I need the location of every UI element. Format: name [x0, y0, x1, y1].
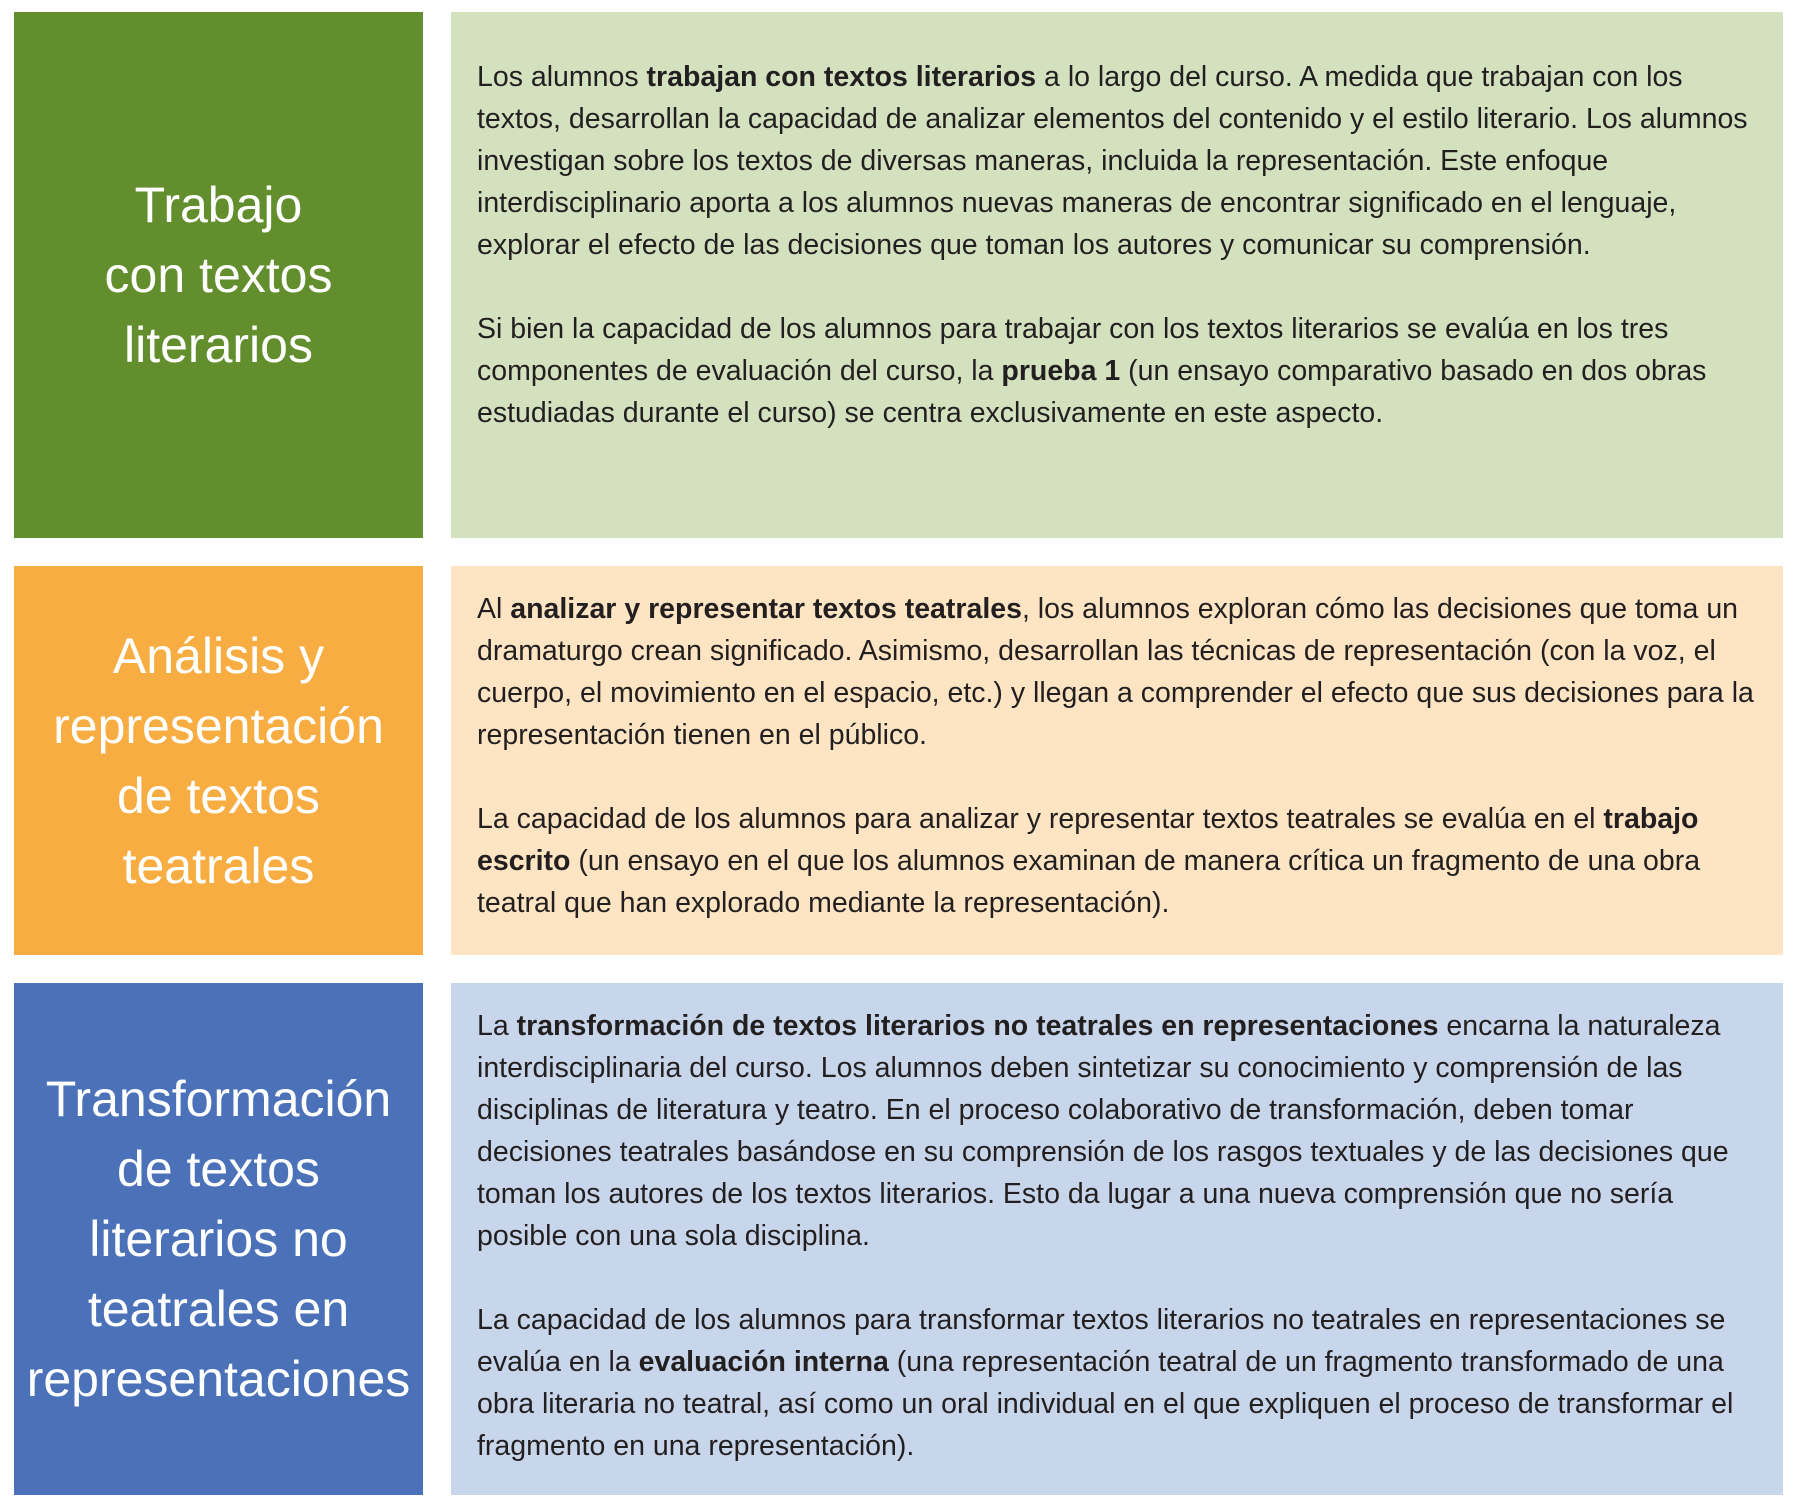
text-segment: (un ensayo comparativo basado en dos obras estudiadas durante el curso) se centra exclusivamente en este aspecto.	[477, 355, 1707, 429]
text-segment: , los alumnos exploran cómo las decisiones que toma un dramaturgo crean significado. Asimismo, desarrollan las técnicas de representación (con la voz, el cuerpo, el movimiento en el espacio, etc.) y llegan a comprender el efecto que sus decisiones para la representación tienen en el público.	[477, 593, 1754, 751]
row-description-box	[451, 566, 1783, 955]
row-label: Análisis y representación de textos teatrales	[53, 627, 384, 894]
text-segment: a lo largo del curso. A medida que trabajan con los textos, desarrollan la capacidad de analizar elementos del contenido y el estilo literario. Los alumnos investigan sobre los textos de diversas maneras, incluida la representación. Este enfoque interdisciplinario aporta a los alumnos nuevas maneras de encontrar significado en el lenguaje, explorar el efecto de las decisiones que toman los autores y comunicar su comprensión.	[477, 61, 1748, 261]
text-segment: La capacidad de los alumnos para transformar textos literarios no teatrales en representaciones se evalúa en la	[477, 1304, 1726, 1378]
bold-text-segment: transformación de textos literarios no teatrales en representaciones	[516, 1010, 1439, 1042]
text-segment: (un ensayo en el que los alumnos examinan de manera crítica un fragmento de una obra teatral que han explorado mediante la representación).	[477, 845, 1701, 919]
row-label: Trabajo con textos literarios	[104, 177, 333, 373]
bold-text-segment: trabajo escrito	[477, 803, 1699, 877]
bold-text-segment: evaluación interna	[638, 1346, 889, 1378]
row-trabajo-textos-literarios	[0, 12, 1795, 538]
text-segment: La	[477, 1010, 517, 1042]
description-paragraph	[477, 308, 1765, 434]
description-paragraph	[477, 798, 1765, 924]
row-description-box	[451, 983, 1783, 1495]
row-transformacion-textos	[0, 983, 1795, 1495]
row-label: Transformación de textos literarios no teatrales en representaciones	[26, 1071, 411, 1407]
bold-text-segment: prueba 1	[1001, 355, 1121, 387]
row-label-box	[14, 12, 423, 538]
text-segment: (una representación teatral de un fragmento transformado de una obra literaria no teatral, así como un oral individual en el que expliquen el proceso de transformar el fragmento en una representación).	[477, 1346, 1734, 1462]
row-analisis-representacion-textos-teatrales	[0, 566, 1795, 955]
text-segment: Los alumnos	[477, 61, 647, 93]
bold-text-segment: analizar y representar textos teatrales	[510, 593, 1022, 625]
description-paragraph	[477, 1005, 1765, 1257]
row-label-box	[14, 983, 423, 1495]
text-segment: Si bien la capacidad de los alumnos para trabajar con los textos literarios se evalúa en los tres componentes de evaluación del curso, la	[477, 313, 1669, 387]
row-label-box	[14, 566, 423, 955]
text-segment: La capacidad de los alumnos para analizar y representar textos teatrales se evalúa en el	[477, 803, 1604, 835]
description-paragraph	[477, 56, 1765, 266]
bold-text-segment: trabajan con textos literarios	[646, 61, 1037, 93]
description-paragraph	[477, 588, 1765, 756]
description-paragraph	[477, 1299, 1765, 1467]
text-segment: Al	[477, 593, 511, 625]
row-description-box	[451, 12, 1783, 538]
text-segment: encarna la naturaleza interdisciplinaria del curso. Los alumnos deben sintetizar su conocimiento y comprensión de las disciplinas de literatura y teatro. En el proceso colaborativo de transformación, deben tomar decisiones teatrales basándose en su comprensión de los rasgos textuales y de las decisiones que toman los autores de los textos literarios. Esto da lugar a una nueva comprensión que no sería posible con una sola disciplina.	[477, 1010, 1729, 1252]
